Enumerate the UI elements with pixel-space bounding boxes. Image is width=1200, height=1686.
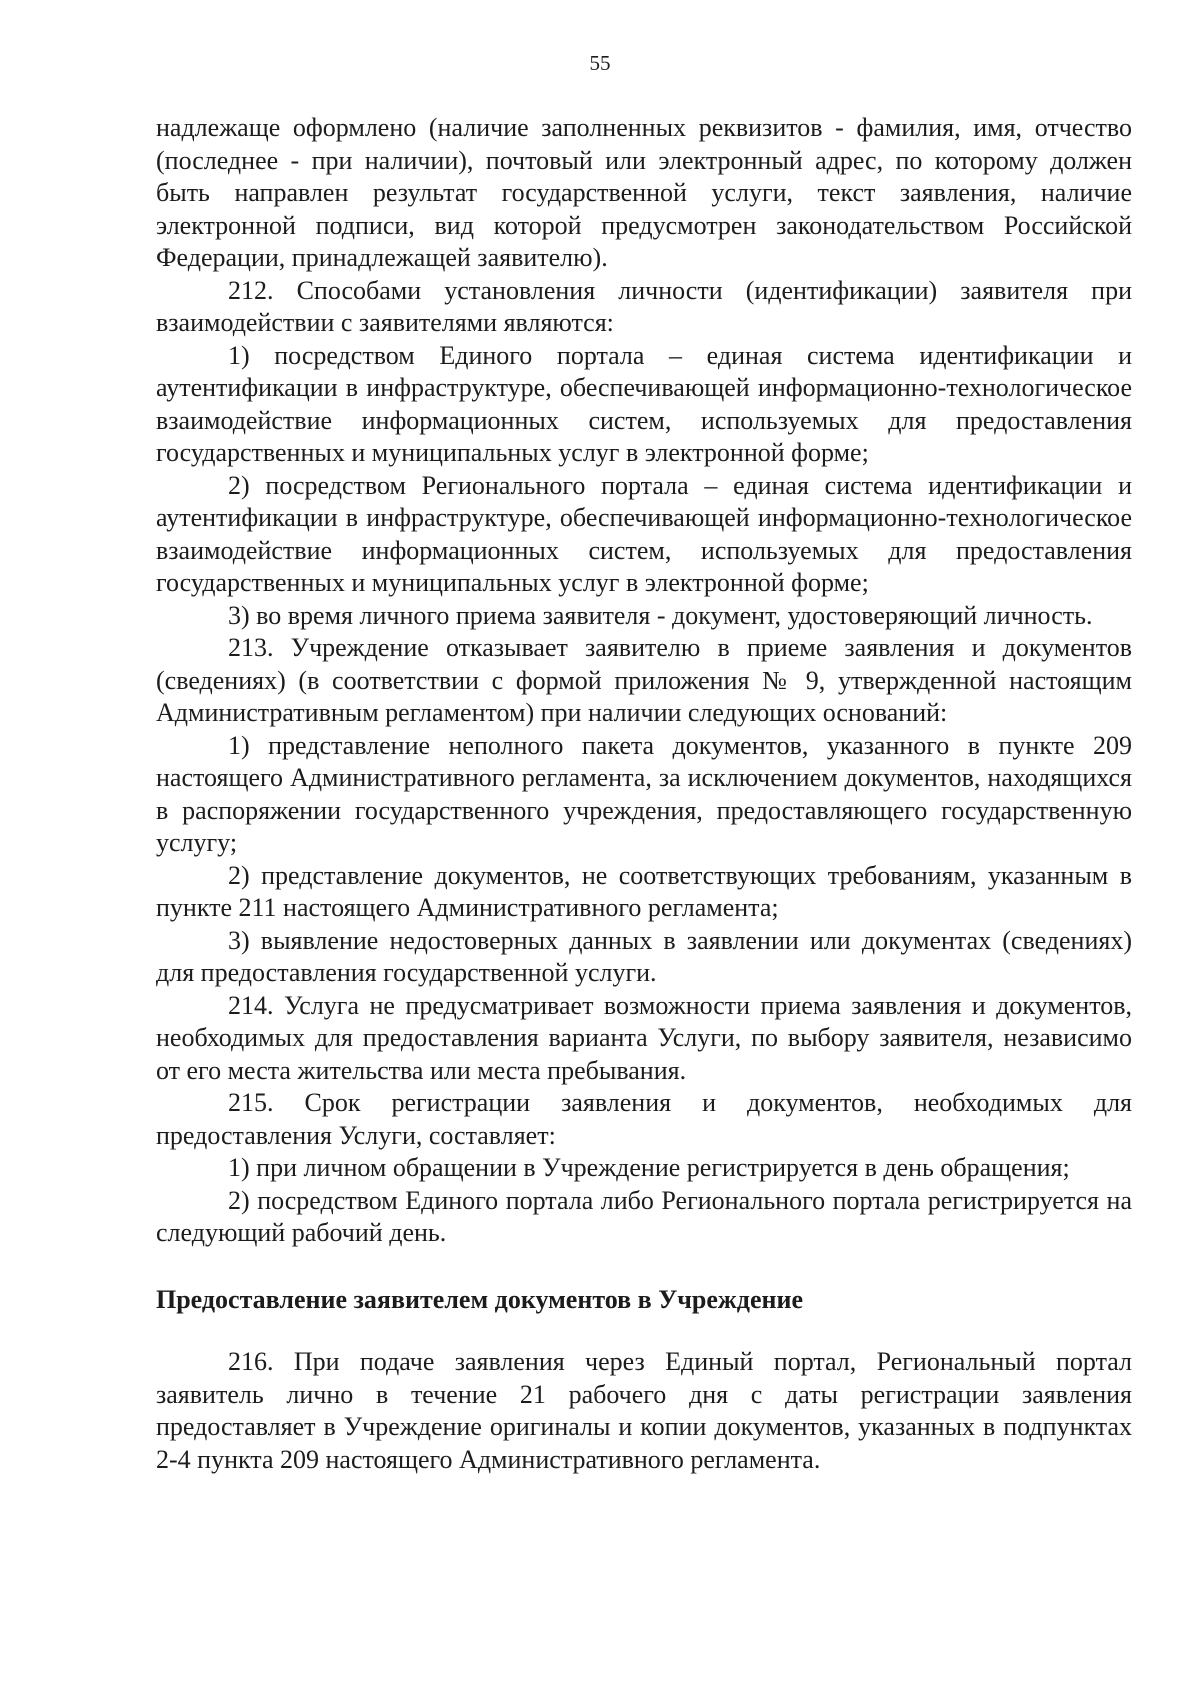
paragraph-213-item-2: 2) представление документов, не соответствующих требованиям, указанным в пункте 211 настоящего Административного регламента; — [156, 860, 1132, 922]
paragraph-215-item-1: 1) при личном обращении в Учреждение регистрируется в день обращения; — [228, 1153, 1070, 1182]
paragraph-212: 212. Способами установления личности (идентификации) заявителя при взаимодействии с заявителями являются: — [156, 275, 1132, 337]
paragraph-215-item-2: 2) посредством Единого портала либо Регионального портала регистрируется на следующий рабочий день. — [156, 1185, 1132, 1247]
paragraph-213-item-3: 3) выявление недостоверных данных в заявлении или документах (сведениях) для предоставления государственной услуги. — [156, 925, 1132, 987]
section-heading: Предоставление заявителем документов в Учреждение — [156, 1284, 803, 1314]
paragraph-215: 215. Срок регистрации заявления и документов, необходимых для предоставления Услуги, составляет: — [156, 1088, 1132, 1150]
paragraph-214: 214. Услуга не предусматривает возможности приема заявления и документов, необходимых для предоставления варианта Услуги, по выбору заявителя, независимо от его места жительства или места пребывания. — [156, 990, 1132, 1085]
document-body — [156, 112, 1132, 1476]
paragraph-continuation: надлежаще оформлено (наличие заполненных реквизитов - фамилия, имя, отчество (последнее - при наличии), почтовый или электронный адрес, по которому должен быть направлен результат государственной услуги, текст заявления, наличие электронной подписи, вид которой предусмотрен законодательством Российской Федерации, принадлежащей заявителю). — [156, 113, 1132, 272]
paragraph-212-item-3: 3) во время личного приема заявителя - документ, удостоверяющий личность. — [228, 600, 1093, 630]
paragraph-212-item-1: 1) посредством Единого портала – единая система идентификации и аутентификации в инфраструктуре, обеспечивающей информационно-технологическое взаимодействие информационных систем, используемых для предоставления государственных и муниципальных услуг в электронной форме; — [156, 340, 1132, 467]
paragraph-213-item-1: 1) представление неполного пакета документов, указанного в пункте 209 настоящего Административного регламента, за исключением документов, находящихся в распоряжении государственного учреждения, предоставляющего государственную услугу; — [156, 730, 1132, 857]
page-number: 55 — [589, 51, 611, 75]
paragraph-212-item-2: 2) посредством Регионального портала – единая система идентификации и аутентификации в инфраструктуре, обеспечивающей информационно-технологическое взаимодействие информационных систем, используемых для предоставления государственных и муниципальных услуг в электронной форме; — [156, 470, 1132, 597]
paragraph-213: 213. Учреждение отказывает заявителю в приеме заявления и документов (сведениях) (в соответствии с формой приложения № 9, утвержденной настоящим Административным регламентом) при наличии следующих оснований: — [156, 633, 1132, 727]
paragraph-216: 216. При подаче заявления через Единый портал, Региональный портал заявитель лично в течение 21 рабочего дня с даты регистрации заявления предоставляет в Учреждение оригиналы и копии документов, указанных в подпунктах 2-4 пункта 209 настоящего Административного регламента. — [156, 1347, 1132, 1474]
